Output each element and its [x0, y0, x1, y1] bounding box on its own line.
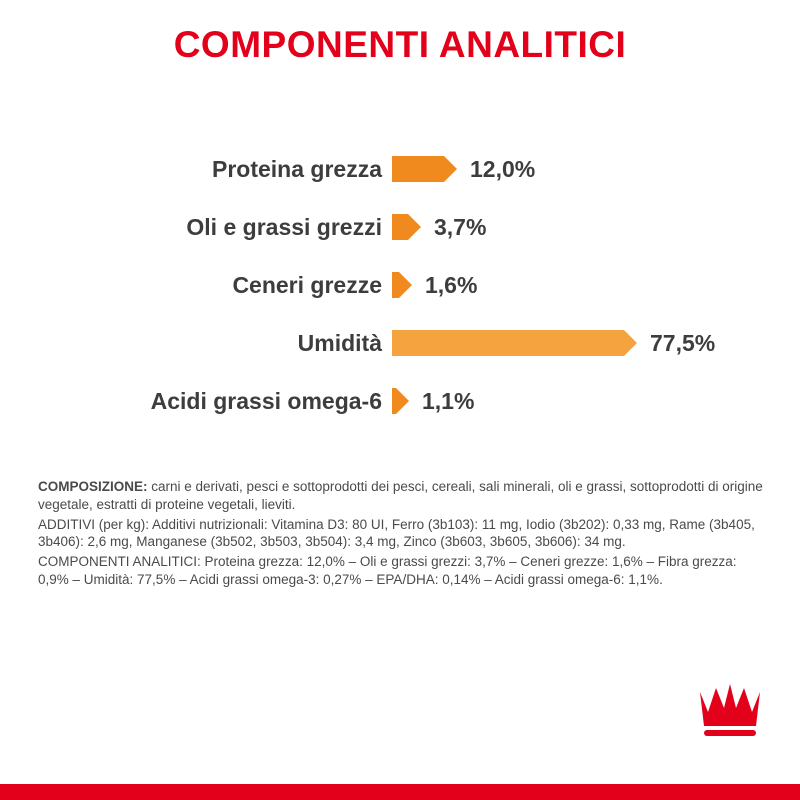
chart-bar-value: 1,6%	[425, 271, 478, 298]
chart-row	[0, 256, 800, 314]
chart-bar-wrap	[392, 214, 800, 241]
footer-accent-bar	[0, 784, 800, 800]
chart-row	[0, 372, 800, 430]
composition-lead-label: COMPOSIZIONE:	[38, 479, 148, 494]
chart-bar	[392, 388, 396, 414]
chart-bar-wrap	[392, 388, 800, 415]
analytical-constituents-chart	[0, 140, 800, 430]
chart-row-label: Proteina grezza	[212, 155, 382, 182]
chart-bar-value: 1,1%	[422, 387, 475, 414]
page-title: COMPONENTI ANALITICI	[173, 24, 627, 65]
royal-canin-crown-logo	[694, 682, 766, 744]
chart-bar-value: 77,5%	[650, 329, 716, 356]
chart-row-label: Oli e grassi grezzi	[186, 213, 382, 240]
chart-row	[0, 140, 800, 198]
chart-bar-wrap	[392, 272, 800, 299]
composition-text-block	[38, 478, 768, 591]
chart-bar-value: 12,0%	[470, 155, 536, 182]
chart-bar-value: 3,7%	[434, 213, 487, 240]
chart-bar	[392, 156, 444, 182]
chart-bar	[392, 272, 399, 298]
additives-line: ADDITIVI (per kg): Additivi nutrizionali: Vitamina D3: 80 UI, Ferro (3b103): 11 mg, Iodio (3b202): 0,33 mg, Rame (3b405, 3b406): 2,6 mg, Manganese (3b502, 3b503, 3b504): 3,4 mg, Zinco (3b603, 3b605, 3b606): 34 mg.	[38, 516, 755, 550]
analytics-line: COMPONENTI ANALITICI: Proteina grezza: 12,0% – Oli e grassi grezzi: 3,7% – Ceneri grezze: 1,6% – Fibra grezza: 0,9% – Umidità: 77,5% – Acidi grassi omega-3: 0,27% – EPA/DHA: 0,14% – Acidi grassi omega-6: 1,1%.	[38, 554, 737, 588]
composition-line	[38, 478, 768, 514]
chart-bar-wrap	[392, 156, 800, 183]
chart-row	[0, 198, 800, 256]
chart-row-label: Umidità	[297, 329, 382, 356]
chart-bar	[392, 330, 624, 356]
chart-row-label: Acidi grassi omega-6	[150, 387, 382, 414]
chart-row	[0, 314, 800, 372]
composition-lead-text: carni e derivati, pesci e sottoprodotti dei pesci, cereali, sali minerali, oli e grassi, sottoprodotti di origine vegetale, estratti di proteine vegetali, lieviti.	[38, 479, 763, 512]
chart-row-label: Ceneri grezze	[232, 271, 382, 298]
chart-bar	[392, 214, 408, 240]
chart-bar-wrap	[392, 330, 800, 357]
